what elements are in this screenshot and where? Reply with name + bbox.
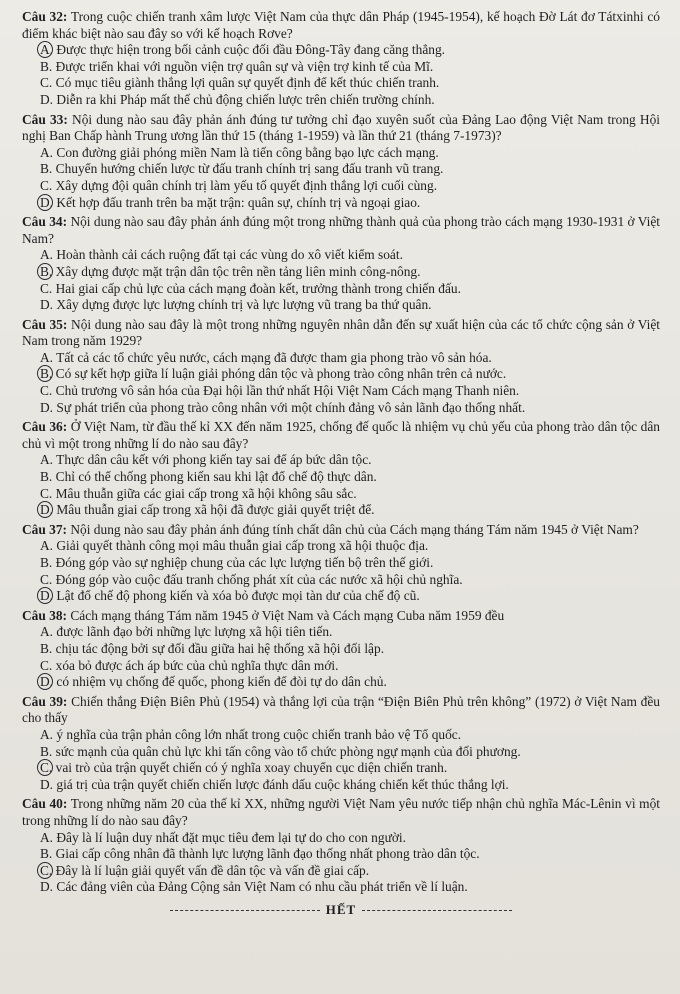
option-letter: A. — [40, 349, 54, 365]
answer-option — [22, 75, 660, 92]
question-number: Câu 35: — [22, 316, 68, 332]
option-letter: D. — [40, 879, 54, 895]
answer-option — [22, 469, 660, 486]
question-block — [22, 317, 660, 417]
option-letter: B. — [40, 846, 53, 862]
question-stem — [22, 112, 660, 145]
option-text: Kết hợp đấu tranh trên ba mặt trận: quân sự, chính trị và ngoại giao. — [56, 194, 421, 210]
option-letter: A. — [40, 624, 54, 640]
answer-option — [22, 502, 660, 519]
question-text: Nội dung nào sau đây phản ánh đúng tư tưởng chỉ đạo xuyên suốt của Đảng Lao động Việt Nam trong Hội nghị Ban Chấp hành Trung ương lần thứ 15 (tháng 1-1959) và lần thứ 21 (tháng 7-1973)? — [22, 111, 660, 144]
answer-option — [22, 297, 660, 314]
option-letter: C. — [40, 657, 53, 673]
option-letter: B. — [40, 161, 53, 177]
question-stem — [22, 608, 660, 625]
answer-option — [22, 727, 660, 744]
question-stem — [22, 419, 660, 452]
question-block — [22, 796, 660, 896]
option-letter: A. — [40, 247, 54, 263]
option-letter: A. — [40, 452, 54, 468]
option-text: Thực dân câu kết với phong kiến tay sai để áp bức dân tộc. — [56, 452, 372, 468]
question-block — [22, 419, 660, 519]
answer-option — [22, 744, 660, 761]
option-letter: A. — [40, 538, 54, 554]
answer-option — [22, 674, 660, 691]
option-text: có nhiệm vụ chống đế quốc, phong kiến để đòi tự do dân chủ. — [56, 674, 387, 690]
option-letter: B. — [40, 555, 53, 570]
option-text: Có sự kết hợp giữa lí luận giải phóng dân tộc và phong trào công nhân trên cả nước. — [55, 366, 507, 382]
option-text: sức mạnh của quân chủ lực khi tấn công vào tổ chức phòng ngự mạnh của đối phương. — [55, 743, 521, 759]
end-marker — [22, 902, 660, 918]
question-stem — [22, 9, 660, 42]
question-list — [22, 9, 660, 896]
answer-option — [22, 846, 660, 863]
answer-option — [22, 588, 660, 605]
answer-option — [22, 366, 660, 383]
question-stem — [22, 522, 660, 539]
option-text: Chủ trương vô sản hóa của Đại hội lần thứ nhất Hội Việt Nam Cách mạng Thanh niên. — [55, 383, 520, 399]
question-number: Câu 38: — [22, 607, 68, 623]
option-text: được lãnh đạo bởi những lực lượng xã hội tiên tiến. — [56, 624, 333, 640]
option-text: Có mục tiêu giành thắng lợi quân sự quyết định để kết thúc chiến tranh. — [55, 75, 440, 91]
option-letter: C. — [40, 75, 53, 91]
option-letter: C. — [40, 485, 53, 501]
answer-option — [22, 383, 660, 400]
option-text: Sự phát triển của phong trào công nhân với một chính đảng vô sản lãnh đạo thống nhất. — [56, 399, 526, 415]
question-number: Câu 39: — [22, 693, 68, 709]
option-letter-circled: C. — [40, 862, 53, 878]
answer-option — [22, 145, 660, 162]
option-text: Xây dựng được mặt trận dân tộc trên nền tảng liên minh công-nông. — [55, 263, 421, 279]
question-block — [22, 608, 660, 691]
answer-option — [22, 195, 660, 212]
option-text: Tất cả các tổ chức yêu nước, cách mạng đã được tham gia phong trào vô sản hóa. — [56, 349, 492, 365]
option-letter-circled: B. — [40, 263, 53, 279]
question-block — [22, 694, 660, 794]
question-number: Câu 37: — [22, 521, 68, 537]
option-text: Đây là lí luận duy nhất đặt mục tiêu đem lại tự do cho con người. — [56, 829, 406, 845]
option-text: Được thực hiện trong bối cảnh cuộc đối đầu Đông-Tây đang căng thẳng. — [56, 42, 446, 58]
option-text: Con đường giải phóng miền Nam là tiến công bằng bạo lực cách mạng. — [56, 144, 439, 160]
option-letter: A. — [40, 726, 54, 742]
option-letter: B. — [40, 743, 53, 759]
option-text: Chỉ có thể chống phong kiến sau khi lật đổ chế độ thực dân. — [55, 469, 377, 485]
question-block — [22, 214, 660, 314]
question-text: Cách mạng tháng Tám năm 1945 ở Việt Nam và Cách mạng Cuba năm 1959 đều — [70, 607, 505, 623]
question-block — [22, 522, 660, 605]
question-number: Câu 32: — [22, 9, 68, 24]
option-letter: C. — [40, 383, 53, 399]
answer-option — [22, 350, 660, 367]
option-text: Mâu thuẫn giai cấp trong xã hội đã được giải quyết triệt để. — [56, 502, 375, 518]
answer-option — [22, 624, 660, 641]
option-letter: A. — [40, 829, 54, 845]
answer-option — [22, 830, 660, 847]
answer-option — [22, 452, 660, 469]
question-stem — [22, 796, 660, 829]
option-letter-circled: D. — [40, 674, 54, 690]
question-text: Nội dung nào sau đây phản ánh đúng một trong những thành quả của phong trào cách mạng 1930-1931 ở Việt Nam? — [22, 214, 660, 246]
option-text: Đóng góp vào sự nghiệp chung của các lực lượng tiến bộ trên thế giới. — [55, 555, 434, 570]
option-letter: D. — [40, 91, 54, 107]
question-block — [22, 112, 660, 212]
question-stem — [22, 317, 660, 350]
option-text: Được triển khai với nguồn viện trợ quân sự và viện trợ kinh tế của Mĩ. — [55, 58, 434, 74]
answer-option — [22, 879, 660, 896]
question-number: Câu 36: — [22, 419, 68, 435]
option-letter: D. — [40, 399, 54, 415]
option-text: Xây dựng đội quân chính trị làm yếu tố quyết định thắng lợi cuối cùng. — [55, 177, 438, 193]
option-text: ý nghĩa của trận phản công lớn nhất trong cuộc chiến tranh bảo vệ Tổ quốc. — [56, 726, 462, 742]
option-text: Xây dựng được lực lượng chính trị và lực lượng vũ trang ba thứ quân. — [56, 297, 432, 313]
question-text: Chiến thắng Điện Biên Phủ (1954) và thắng lợi của trận “Điện Biên Phủ trên không” (1972) ở Việt Nam đều cho thấy — [22, 693, 660, 726]
option-letter-circled: D. — [40, 502, 54, 518]
answer-option — [22, 760, 660, 777]
option-letter-circled: D. — [40, 194, 54, 210]
question-text: Nội dung nào sau đây phản ánh đúng tính chất dân chủ của Cách mạng tháng Tám năm 1945 ở Việt Nam? — [70, 521, 639, 537]
question-text: Nội dung nào sau đây là một trong những nguyên nhân dẫn đến sự xuất hiện của các tổ chức cộng sản ở Việt Nam trong năm 1929? — [22, 316, 661, 349]
answer-option — [22, 161, 660, 178]
option-text: xóa bỏ được ách áp bức của chủ nghĩa thực dân mới. — [55, 657, 339, 673]
answer-option — [22, 555, 660, 572]
option-letter: C. — [40, 280, 53, 296]
answer-option — [22, 59, 660, 76]
answer-option — [22, 400, 660, 417]
option-letter: B. — [40, 469, 53, 485]
option-text: Hoàn thành cải cách ruộng đất tại các vùng do xô viết kiểm soát. — [56, 247, 403, 263]
option-text: Lật đổ chế độ phong kiến và xóa bỏ được mọi tàn dư của chế độ cũ. — [56, 588, 420, 604]
question-text: Trong những năm 20 của thế kỉ XX, những người Việt Nam yêu nước tiếp nhận chủ nghĩa Mác-Lênin vì một trong những lí do nào sau đây? — [22, 796, 661, 828]
option-letter: D. — [40, 776, 54, 792]
question-stem — [22, 214, 660, 247]
answer-option — [22, 281, 660, 298]
option-letter: B. — [40, 58, 53, 74]
answer-option — [22, 572, 660, 589]
question-number: Câu 40: — [22, 796, 68, 812]
end-dash-left — [170, 910, 320, 911]
end-text: HẾT — [325, 901, 357, 917]
answer-option — [22, 92, 660, 109]
option-text: Đóng góp vào cuộc đấu tranh chống phát xít của các nước xã hội chủ nghĩa. — [55, 571, 463, 587]
option-text: Các đảng viên của Đảng Cộng sản Việt Nam có nhu cầu phát triển về lí luận. — [56, 879, 468, 895]
question-number: Câu 33: — [22, 111, 68, 127]
question-stem — [22, 694, 660, 727]
option-text: Đây là lí luận giải quyết vấn đề dân tộc và vấn đề giai cấp. — [55, 862, 370, 878]
option-text: vai trò của trận quyết chiến có ý nghĩa xoay chuyển cục diện chiến tranh. — [55, 760, 448, 776]
question-text: Ở Việt Nam, từ đầu thế kỉ XX đến năm 1925, chống đế quốc là nhiệm vụ chủ yếu của phong trào dân tộc dân chủ vì một trong những lí do nào sau đây? — [22, 419, 660, 451]
option-text: Mâu thuẫn giữa các giai cấp trong xã hội không sâu sắc. — [55, 485, 357, 501]
option-letter: B. — [40, 640, 53, 656]
answer-option — [22, 264, 660, 281]
option-letter-circled: D. — [40, 588, 54, 604]
option-text: Diễn ra khi Pháp mất thế chủ động chiến lược trên chiến trường chính. — [56, 91, 435, 107]
option-text: Giải quyết thành công mọi mâu thuẫn giai cấp trong xã hội thuộc địa. — [56, 538, 429, 554]
option-text: Hai giai cấp chủ lực của cách mạng đoàn kết, trưởng thành trong chiến đấu. — [55, 280, 461, 296]
answer-option — [22, 658, 660, 675]
option-text: giá trị của trận quyết chiến chiến lược đánh dấu cuộc kháng chiến kết thúc thắng lợi. — [56, 776, 509, 792]
question-block — [22, 9, 660, 109]
option-letter: D. — [40, 297, 54, 313]
answer-option — [22, 42, 660, 59]
question-number: Câu 34: — [22, 214, 68, 230]
answer-option — [22, 247, 660, 264]
answer-option — [22, 538, 660, 555]
option-letter: C. — [40, 177, 53, 193]
option-letter: C. — [40, 571, 53, 587]
option-letter: A. — [40, 144, 54, 160]
option-letter-circled: B. — [40, 366, 53, 382]
option-text: Chuyển hướng chiến lược từ đấu tranh chính trị sang đấu tranh vũ trang. — [55, 161, 444, 177]
option-text: Giai cấp công nhân đã thành lực lượng lãnh đạo thống nhất phong trào dân tộc. — [55, 846, 480, 862]
option-letter-circled: C. — [40, 760, 53, 776]
answer-option — [22, 777, 660, 794]
option-text: chịu tác động bởi sự đối đầu giữa hai hệ thống xã hội đối lập. — [55, 640, 385, 656]
end-dash-right — [362, 910, 512, 911]
question-text: Trong cuộc chiến tranh xâm lược Việt Nam của thực dân Pháp (1945-1954), kế hoạch Đờ Lát đơ Tátxinhi có điểm khác biệt nào sau đây so với kế hoạch Rơve? — [22, 9, 661, 41]
answer-option — [22, 178, 660, 195]
answer-option — [22, 486, 660, 503]
answer-option — [22, 863, 660, 880]
option-letter-circled: A. — [40, 42, 54, 58]
answer-option — [22, 641, 660, 658]
